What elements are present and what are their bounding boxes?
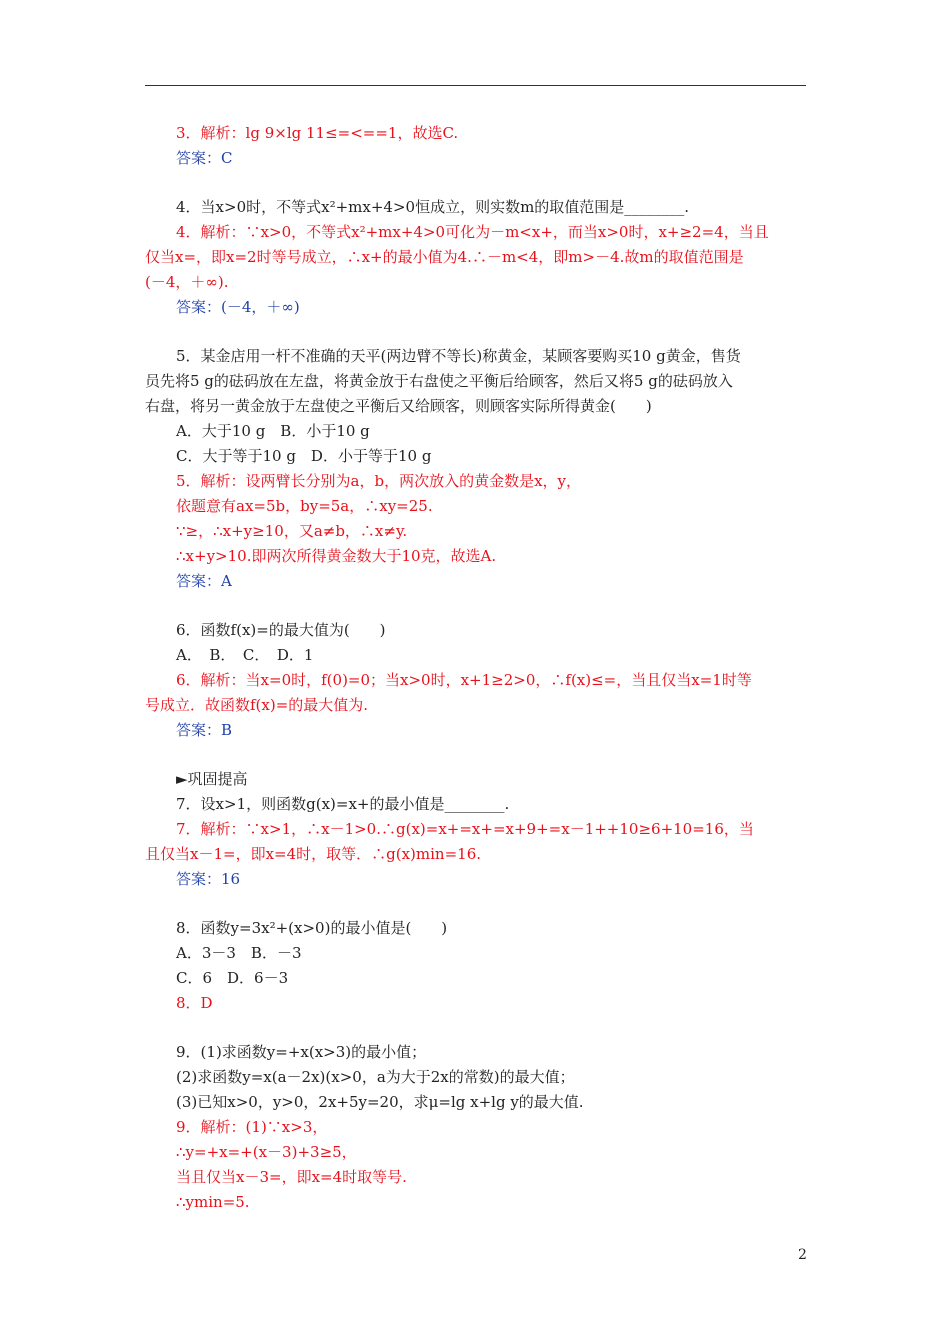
q5-explanation-line-4: ∴x+y>10.即两次所得黄金数大于10克，故选A. [176,547,497,565]
q8-question: 8．函数y=3x²+(x>0)的最小值是( ) [176,919,448,937]
q6-explanation-line-1: 6．解析：当x=0时，f(0)=0；当x>0时，x+1≥2>0，∴f(x)≤=，当且仅当x=1时等 [176,671,752,689]
q4-explanation-line-1: 4．解析：∵x>0，不等式x²+mx+4>0可化为－m<x+，而当x>0时，x+≥2=4，当且 [176,223,769,241]
q9-explanation-line-2: ∴y=+x=+(x－3)+3≥5， [176,1143,357,1161]
q6-options: A． B． C． D．1 [176,646,314,664]
q6-question: 6．函数f(x)=的最大值为( ) [176,621,386,639]
q9-question-line-3: (3)已知x>0，y>0，2x+5y=20，求μ=lg x+lg y的最大值. [176,1093,584,1111]
q5-question-line-2: 员先将5 g的砝码放在左盘，将黄金放于右盘使之平衡后给顾客，然后又将5 g的砝码放入 [145,372,733,390]
q6-explanation-line-2: 号成立．故函数f(x)=的最大值为. [145,696,369,714]
q8-answer: 8．D [176,994,213,1012]
q4-question: 4．当x>0时，不等式x²+mx+4>0恒成立，则实数m的取值范围是________. [176,198,690,216]
q5-explanation-line-1: 5．解析：设两臂长分别为a，b，两次放入的黄金数是x，y， [176,472,582,490]
q7-answer: 答案：16 [176,870,241,888]
q5-answer: 答案：A [176,572,232,590]
q7-explanation-line-2: 且仅当x－1=，即x=4时，取等．∴g(x)min=16. [145,845,482,863]
q3-explanation: 3．解析：lg 9×lg 11≤=<==1，故选C. [176,124,459,142]
q5-explanation-line-3: ∵≥，∴x+y≥10，又a≠b，∴x≠y. [176,522,408,540]
consolidate-heading: ►巩固提高 [176,770,248,788]
q9-explanation-line-4: ∴ymin=5. [176,1193,250,1211]
q4-answer: 答案：(－4，＋∞) [176,298,300,316]
q4-explanation-line-3: (－4，＋∞). [145,273,229,291]
q5-question-line-1: 5．某金店用一杆不准确的天平(两边臂不等长)称黄金，某顾客要购买10 g黄金，售货 [176,347,741,365]
q4-explanation-line-2: 仅当x=，即x=2时等号成立，∴x+的最小值为4.∴－m<4，即m>－4.故m的取值范围是 [145,248,744,266]
q9-question-line-2: (2)求函数y=x(a－2x)(x>0，a为大于2x的常数)的最大值； [176,1068,575,1086]
document-body [145,121,810,1215]
q7-question: 7．设x>1，则函数g(x)=x+的最小值是________. [176,795,510,813]
q9-explanation-line-3: 当且仅当x－3=，即x=4时取等号. [176,1168,407,1186]
q9-explanation-line-1: 9．解析：(1)∵x>3， [176,1118,328,1136]
q5-options-ab: A．大于10 g B．小于10 g [176,422,370,440]
q5-options-cd: C．大于等于10 g D．小于等于10 g [176,447,432,465]
q8-options-cd: C．6 D．6－3 [176,969,289,987]
header-rule [145,85,806,86]
q6-answer: 答案：B [176,721,233,739]
q8-options-ab: A．3－3 B．－3 [176,944,302,962]
q3-answer: 答案：C [176,149,233,167]
q9-question-line-1: 9．(1)求函数y=+x(x>3)的最小值； [176,1043,427,1061]
q7-explanation-line-1: 7．解析：∵x>1，∴x－1>0.∴g(x)=x+=x+=x+9+=x－1++10≥6+10=16，当 [176,820,754,838]
q5-explanation-line-2: 依题意有ax=5b，by=5a，∴xy=25. [176,497,433,515]
page-number: 2 [798,1247,807,1263]
q5-question-line-3: 右盘，将另一黄金放于左盘使之平衡后又给顾客，则顾客实际所得黄金( ) [145,397,652,415]
